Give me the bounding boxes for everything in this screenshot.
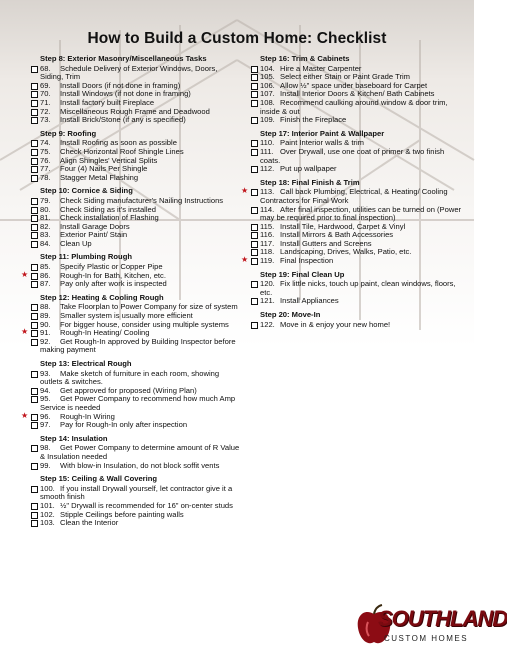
item-number: 106.	[260, 80, 275, 90]
checkbox[interactable]	[31, 207, 38, 214]
checklist-item	[22, 421, 240, 430]
checkbox[interactable]	[31, 512, 38, 519]
checklist-item	[242, 257, 462, 266]
item-number: 111.	[260, 146, 274, 156]
item-number: 90.	[40, 319, 51, 329]
item-text: Specify Plastic or Copper Pipe	[60, 262, 163, 272]
item-number: 88.	[40, 302, 51, 312]
item-number: 93.	[40, 368, 51, 378]
item-number: 96.	[40, 411, 51, 421]
item-number: 102.	[40, 509, 55, 519]
checkbox[interactable]	[251, 91, 258, 98]
checkbox[interactable]	[31, 273, 38, 280]
checklist-section	[22, 435, 240, 470]
page-title: How to Build a Custom Home: Checklist	[87, 30, 387, 47]
item-text: Schedule Delivery of Exterior Windows, Doors, Siding, Trim	[40, 63, 218, 82]
important-star-icon: ★	[21, 327, 29, 337]
item-number: 71.	[40, 97, 51, 107]
section-heading: Step 18: Final Finish & Trim	[260, 177, 360, 187]
item-number: 80.	[40, 204, 51, 214]
checkbox[interactable]	[31, 232, 38, 239]
checklist-section	[242, 179, 462, 266]
item-number: 107.	[260, 89, 275, 99]
item-number: 119.	[260, 256, 275, 266]
item-number: 73.	[40, 115, 51, 125]
item-number: 74.	[40, 138, 51, 148]
section-heading: Step 10: Cornice & Siding	[40, 186, 133, 196]
checkbox[interactable]	[31, 281, 38, 288]
item-text: Install Mirrors & Bath Accessories	[280, 230, 394, 240]
item-number: 100.	[40, 483, 55, 493]
checklist-item	[22, 116, 240, 125]
checklist-item	[242, 206, 462, 223]
section-heading: Step 16: Trim & Cabinets	[260, 54, 350, 63]
checklist-section	[22, 55, 240, 125]
section-heading: Step 19: Final Clean Up	[260, 269, 345, 279]
item-number: 79.	[40, 195, 51, 205]
item-text: Rough-In Heating/ Cooling	[60, 328, 150, 338]
checkbox[interactable]	[31, 117, 38, 124]
item-number: 97.	[40, 420, 51, 430]
item-number: 108.	[260, 97, 275, 107]
item-text: Install Roofing as soon as possible	[60, 138, 177, 148]
checkbox[interactable]	[31, 91, 38, 98]
checklist-item	[22, 280, 240, 289]
item-text: Get Power Company to recommend how much Amp Service is needed	[40, 394, 236, 412]
checkbox[interactable]	[31, 241, 38, 248]
item-text: Final Inspection	[280, 256, 334, 266]
item-text: Install Garage Doors	[60, 221, 130, 231]
item-text: With blow-in Insulation, do not block soffit vents	[60, 460, 220, 470]
item-text: Rough-In for Bath, Kitchen, etc.	[60, 270, 166, 280]
item-number: 75.	[40, 146, 51, 156]
checkbox[interactable]	[31, 388, 38, 395]
item-number: 118.	[260, 247, 275, 257]
checklist-item	[22, 462, 240, 471]
item-text: Stipple Ceilings before painting walls	[60, 509, 184, 519]
checklist-item	[22, 519, 240, 528]
item-text: For bigger house, consider using multiple systems	[60, 319, 229, 329]
item-number: 113.	[260, 187, 275, 197]
important-star-icon: ★	[21, 410, 29, 420]
item-number: 122.	[260, 319, 275, 329]
logo-wordmark: SOUTHLAND	[378, 606, 507, 631]
item-number: 105.	[260, 72, 275, 82]
item-text: Get Power Company to determine amount of R Value & Insulation needed	[40, 443, 240, 461]
checkbox[interactable]	[31, 339, 38, 346]
section-heading: Step 8: Exterior Masonry/Miscellaneous Tasks	[40, 54, 207, 63]
item-text: Move in & enjoy your new home!	[280, 319, 391, 329]
checklist-item	[242, 188, 462, 205]
item-text: Install Brick/Stone (if any is specified)	[60, 115, 186, 125]
section-heading: Step 20: Move-In	[260, 310, 321, 320]
section-heading: Step 12: Heating & Cooling Rough	[40, 292, 164, 302]
item-text: Align Shingles' Vertical Splits	[60, 155, 158, 165]
checkbox[interactable]	[31, 109, 38, 116]
checklist-section	[22, 475, 240, 528]
checkbox[interactable]	[31, 224, 38, 231]
checklist-item	[22, 231, 240, 240]
item-number: 120.	[260, 279, 275, 289]
item-number: 101.	[40, 500, 55, 510]
item-text: Install Doors (if not done in framing)	[60, 80, 181, 90]
item-text: Check Siding manufacturer's Nailing Instructions	[60, 195, 224, 205]
checklist-item	[22, 444, 240, 461]
checklist-item	[22, 65, 240, 82]
checkbox[interactable]	[31, 100, 38, 107]
checkbox[interactable]	[31, 371, 38, 378]
item-text: Install factory built Fireplace	[60, 97, 155, 107]
checkbox[interactable]	[251, 298, 258, 305]
item-text: Install Interior Doors & Kitchen/ Bath Cabinets	[280, 89, 435, 99]
item-number: 86.	[40, 270, 51, 280]
checkbox[interactable]	[31, 264, 38, 271]
item-number: 83.	[40, 230, 51, 240]
section-heading: Step 14: Insulation	[40, 433, 108, 443]
section-heading: Step 11: Plumbing Rough	[40, 252, 132, 262]
item-text: Smaller system is usually more efficient	[60, 311, 193, 321]
item-text: Put up wallpaper	[280, 164, 337, 174]
item-text: Install Tile, Hardwood, Carpet & Vinyl	[280, 221, 406, 231]
item-number: 76.	[40, 155, 51, 165]
item-number: 117.	[260, 238, 275, 248]
checklist-item	[242, 116, 462, 125]
item-number: 121.	[260, 296, 275, 306]
checklist-item	[242, 280, 462, 297]
checkbox[interactable]	[31, 66, 38, 73]
item-text: Four (4) Nails Per Shingle	[60, 164, 148, 174]
item-number: 116.	[260, 230, 275, 240]
item-number: 77.	[40, 164, 51, 174]
southland-logo	[354, 598, 507, 658]
checkbox[interactable]	[251, 100, 258, 107]
checkbox[interactable]	[31, 330, 38, 337]
checkbox[interactable]	[31, 313, 38, 320]
item-text: ½" Drywall is recommended for 16" on-center studs	[60, 500, 233, 510]
checklist-section	[22, 187, 240, 248]
item-text: Check installation of Flashing	[60, 213, 159, 223]
checklist-section	[242, 271, 462, 306]
item-number: 81.	[40, 213, 51, 223]
checklist-item	[242, 321, 462, 330]
item-text: Allow ½" space under baseboard for Carpet	[280, 80, 428, 90]
section-heading: Step 15: Ceiling & Wall Covering	[40, 474, 158, 484]
item-text: Exterior Paint/ Stain	[60, 230, 128, 240]
checkbox[interactable]	[31, 166, 38, 173]
checkbox[interactable]	[31, 503, 38, 510]
checklist-section	[22, 360, 240, 430]
checkbox[interactable]	[31, 322, 38, 329]
checklist-section	[22, 253, 240, 288]
item-text: Take Floorplan to Power Company for size of system	[60, 302, 238, 312]
checklist-item	[22, 370, 240, 387]
checkbox[interactable]	[251, 149, 258, 156]
checkbox[interactable]	[31, 158, 38, 165]
checklist-section	[242, 130, 462, 174]
right-column	[242, 55, 462, 334]
item-text: Miscellaneous Rough Frame and Deadwood	[60, 106, 210, 116]
section-heading: Step 17: Interior Paint & Wallpaper	[260, 128, 385, 138]
item-number: 104.	[260, 63, 275, 73]
checkbox[interactable]	[31, 520, 38, 527]
checklist-section	[22, 294, 240, 355]
item-text: Get approved for proposed (Wiring Plan)	[60, 385, 197, 395]
item-number: 85.	[40, 262, 51, 272]
checkbox[interactable]	[31, 304, 38, 311]
item-number: 94.	[40, 385, 51, 395]
checkbox[interactable]	[251, 241, 258, 248]
item-text: Check Horizontal Roof Shingle Lines	[60, 146, 184, 156]
checkbox[interactable]	[31, 198, 38, 205]
checkbox[interactable]	[251, 281, 258, 288]
item-text: Select either Stain or Paint Grade Trim	[280, 72, 410, 82]
checklist-item	[22, 223, 240, 232]
item-text: Landscaping, Drives, Walks, Patio, etc.	[280, 247, 412, 257]
item-text: Call back Plumbing, Electrical, & Heating/ Cooling Contractors for Final Work	[260, 187, 448, 205]
checklist-item	[242, 148, 462, 165]
item-text: Install Gutters and Screens	[280, 238, 372, 248]
item-number: 115.	[260, 221, 275, 231]
checkbox[interactable]	[251, 249, 258, 256]
checkbox[interactable]	[31, 140, 38, 147]
checkbox[interactable]	[31, 422, 38, 429]
checklist-item	[22, 395, 240, 412]
item-text: Over Drywall, use one coat of primer & two finish coats.	[260, 146, 445, 165]
checkbox[interactable]	[251, 74, 258, 81]
item-number: 95.	[40, 394, 51, 404]
item-number: 91.	[40, 328, 51, 338]
checkbox[interactable]	[251, 258, 258, 265]
important-star-icon: ★	[241, 255, 249, 265]
checklist-item	[22, 485, 240, 502]
item-number: 87.	[40, 279, 51, 289]
item-number: 109.	[260, 115, 275, 125]
item-number: 99.	[40, 460, 51, 470]
section-heading: Step 13: Electrical Rough	[40, 359, 132, 368]
checkbox[interactable]	[251, 83, 258, 90]
checkbox[interactable]	[251, 117, 258, 124]
checkbox[interactable]	[251, 224, 258, 231]
item-number: 82.	[40, 221, 51, 231]
checkbox[interactable]	[251, 140, 258, 147]
checklist-item	[22, 214, 240, 223]
checkbox[interactable]	[31, 215, 38, 222]
item-text: Rough-In Wiring	[60, 411, 115, 421]
left-column	[22, 55, 240, 533]
item-text: Fix little nicks, touch up paint, clean windows, floors, etc.	[260, 279, 456, 297]
checklist-item	[242, 248, 462, 257]
item-number: 89.	[40, 311, 51, 321]
checklist-item	[22, 240, 240, 249]
item-text: Pay only after work is inspected	[60, 279, 167, 289]
checklist-item	[22, 174, 240, 183]
item-number: 70.	[40, 89, 51, 99]
checklist-item	[242, 99, 462, 116]
checkbox[interactable]	[251, 189, 258, 196]
item-text: Clean Up	[60, 238, 92, 248]
item-text: Install Windows (if not done in framing)	[60, 89, 191, 99]
item-number: 114.	[260, 204, 275, 214]
item-text: If you install Drywall yourself, let contractor give it a smooth finish	[40, 483, 233, 502]
item-text: Make sketch of furniture in each room, showing outlets & switches.	[40, 368, 220, 387]
important-star-icon: ★	[241, 186, 249, 196]
checkbox[interactable]	[251, 232, 258, 239]
checkbox[interactable]	[251, 166, 258, 173]
item-text: Pay for Rough-In only after inspection	[60, 420, 188, 430]
item-number: 103.	[40, 518, 55, 528]
item-text: Clean the Interior	[60, 518, 119, 528]
checkbox[interactable]	[31, 396, 38, 403]
logo-subtitle: CUSTOM HOMES	[384, 634, 469, 643]
item-text: Install Appliances	[280, 296, 339, 306]
item-text: After final inspection, utilities can be turned on (Power may be required prior to final inspection)	[260, 204, 462, 223]
important-star-icon: ★	[21, 269, 29, 279]
checkbox[interactable]	[251, 207, 258, 214]
checkbox[interactable]	[251, 66, 258, 73]
checkbox[interactable]	[251, 322, 258, 329]
item-number: 84.	[40, 238, 51, 248]
item-number: 78.	[40, 172, 51, 182]
item-number: 69.	[40, 80, 51, 90]
item-number: 72.	[40, 106, 51, 116]
item-text: Get Rough-In approved by Building Inspector before making payment	[40, 336, 236, 355]
checklist-item	[242, 165, 462, 174]
item-number: 92.	[40, 336, 51, 346]
checkbox[interactable]	[31, 175, 38, 182]
item-number: 110.	[260, 138, 275, 148]
checklist-section	[22, 130, 240, 183]
checkbox[interactable]	[31, 486, 38, 493]
checkbox[interactable]	[31, 445, 38, 452]
checklist-section	[242, 55, 462, 125]
item-text: Stagger Metal Flashing	[60, 172, 139, 182]
checklist-section	[242, 311, 462, 329]
checkbox[interactable]	[31, 463, 38, 470]
item-text: Finish the Fireplace	[280, 115, 347, 125]
item-number: 98.	[40, 443, 51, 453]
checkbox[interactable]	[31, 414, 38, 421]
item-text: Paint Interior walls & trim	[280, 138, 364, 148]
item-number: 112.	[260, 164, 275, 174]
checkbox[interactable]	[31, 149, 38, 156]
checklist-item	[22, 338, 240, 355]
item-text: Hire a Master Carpenter	[280, 63, 362, 73]
section-heading: Step 9: Roofing	[40, 128, 97, 138]
checkbox[interactable]	[31, 83, 38, 90]
item-text: Recommend caulking around window & door trim, inside & out	[260, 97, 448, 116]
checklist-item	[242, 297, 462, 306]
item-text: Check Siding as it's installed	[60, 204, 156, 214]
item-number: 68.	[40, 63, 51, 73]
